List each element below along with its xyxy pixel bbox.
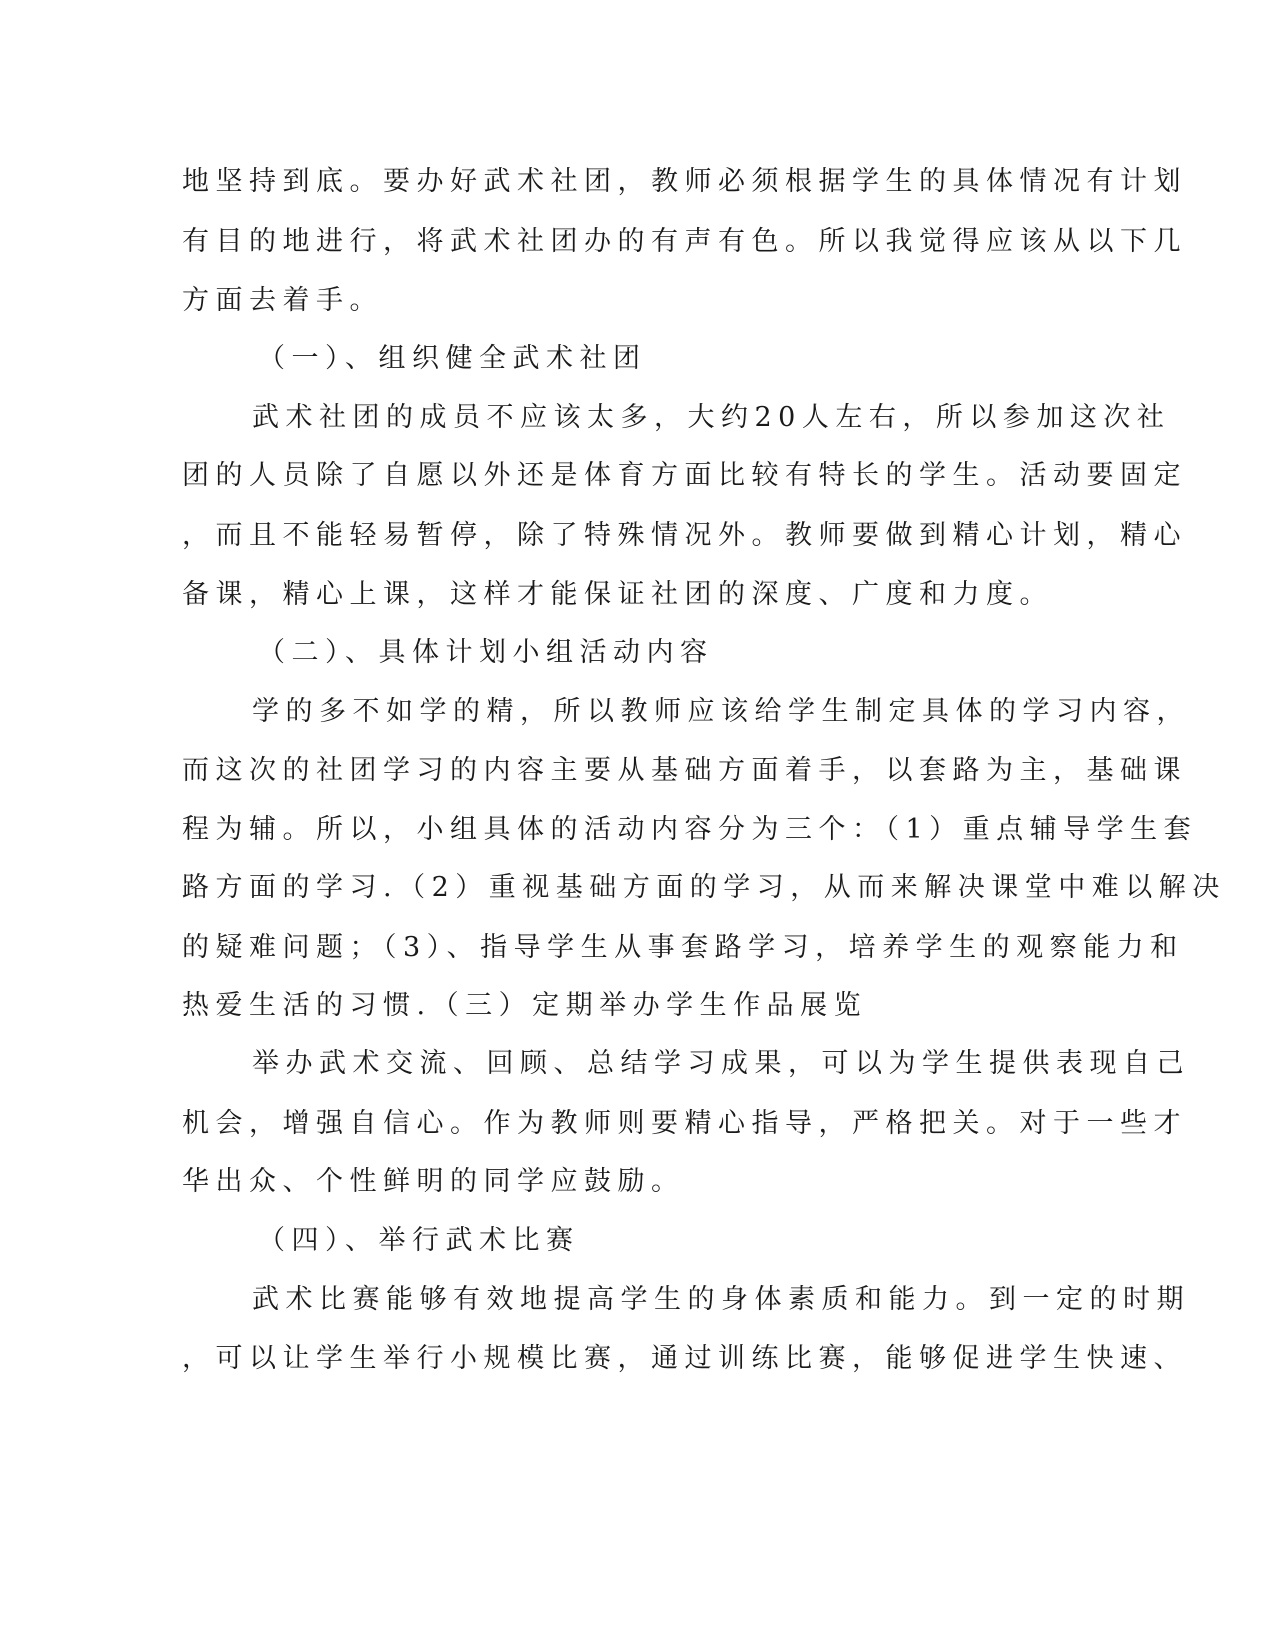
body-text-line: 机会，增强自信心。作为教师则要精心指导，严格把关。对于一些才 (182, 1108, 1187, 1139)
body-text-line: 地坚持到底。要办好武术社团，教师必须根据学生的具体情况有计划 (182, 166, 1187, 197)
body-text-line: ，而且不能轻易暂停，除了特殊情况外。教师要做到精心计划，精心 (182, 520, 1187, 551)
paragraph-first-line: 武术社团的成员不应该太多，大约20人左右，所以参加这次社 (252, 402, 1171, 433)
paragraph-first-line: 学的多不如学的精，所以教师应该给学生制定具体的学习内容， (252, 696, 1190, 727)
body-text-line: 热爱生活的习惯.（三）定期举办学生作品展览 (182, 990, 868, 1021)
section-heading-1: （一）、组织健全武术社团 (258, 343, 647, 374)
body-text-line: 的疑难问题；（3）、指导学生从事套路学习，培养学生的观察能力和 (182, 932, 1184, 963)
body-text-line: 程为辅。所以，小组具体的活动内容分为三个：（1）重点辅导学生套 (182, 814, 1198, 845)
body-text-line: ，可以让学生举行小规模比赛，通过训练比赛，能够促进学生快速、 (182, 1343, 1187, 1374)
section-heading-4: （四）、举行武术比赛 (258, 1225, 580, 1256)
body-text-line: 团的人员除了自愿以外还是体育方面比较有特长的学生。活动要固定 (182, 460, 1187, 491)
body-text-line: 华出众、个性鲜明的同学应鼓励。 (182, 1166, 685, 1197)
paragraph-first-line: 举办武术交流、回顾、总结学习成果，可以为学生提供表现自己 (252, 1048, 1190, 1079)
body-text-line: 而这次的社团学习的内容主要从基础方面着手，以套路为主，基础课 (182, 755, 1187, 786)
body-text-line: 有目的地进行，将武术社团办的有声有色。所以我觉得应该从以下几 (182, 226, 1187, 257)
body-text-line: 方面去着手。 (182, 285, 383, 316)
section-heading-2: （二）、具体计划小组活动内容 (258, 637, 714, 668)
body-text-line: 路方面的学习.（2）重视基础方面的学习，从而来解决课堂中难以解决 (182, 872, 1226, 903)
body-text-line: 备课，精心上课，这样才能保证社团的深度、广度和力度。 (182, 579, 1053, 610)
paragraph-first-line: 武术比赛能够有效地提高学生的身体素质和能力。到一定的时期 (252, 1284, 1190, 1315)
